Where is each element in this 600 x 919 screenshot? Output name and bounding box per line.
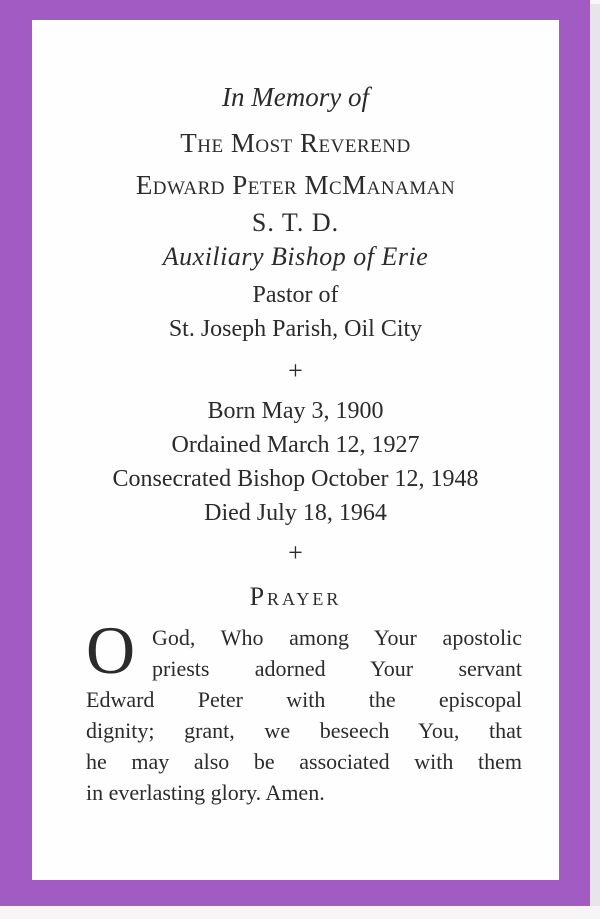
consecrated-date: Consecrated Bishop October 12, 1948 <box>112 466 479 492</box>
prayer-heading: Prayer <box>249 582 342 611</box>
ordained-date: Ordained March 12, 1927 <box>171 432 420 458</box>
prayer-line: in everlasting glory. Amen. <box>86 780 325 805</box>
prayer-line: priests adorned Your servant <box>152 656 522 681</box>
died-date: Died July 18, 1964 <box>204 500 387 526</box>
bishop-name: Edward Peter McManaman <box>135 170 456 200</box>
prayer-line: dignity; grant, we beseech You, that <box>86 718 522 743</box>
in-memory-heading: In Memory of <box>222 82 369 112</box>
parish: St. Joseph Parish, Oil City <box>168 316 423 342</box>
prayer-line: he may also be associated with them <box>86 749 522 774</box>
honorific-title: The Most Reverend <box>180 128 411 158</box>
prayer-line: Edward Peter with the episcopal <box>86 687 522 712</box>
prayer-line: God, Who among Your apostolic <box>152 625 522 650</box>
pastor-label: Pastor of <box>252 282 339 308</box>
born-date: Born May 3, 1900 <box>207 398 384 424</box>
card-paper <box>32 20 559 880</box>
degree: S. T. D. <box>251 208 340 237</box>
office: Auxiliary Bishop of Erie <box>162 242 429 271</box>
cross-symbol: + <box>288 538 303 567</box>
drop-cap: O <box>86 612 136 688</box>
cross-symbol: + <box>288 356 303 385</box>
